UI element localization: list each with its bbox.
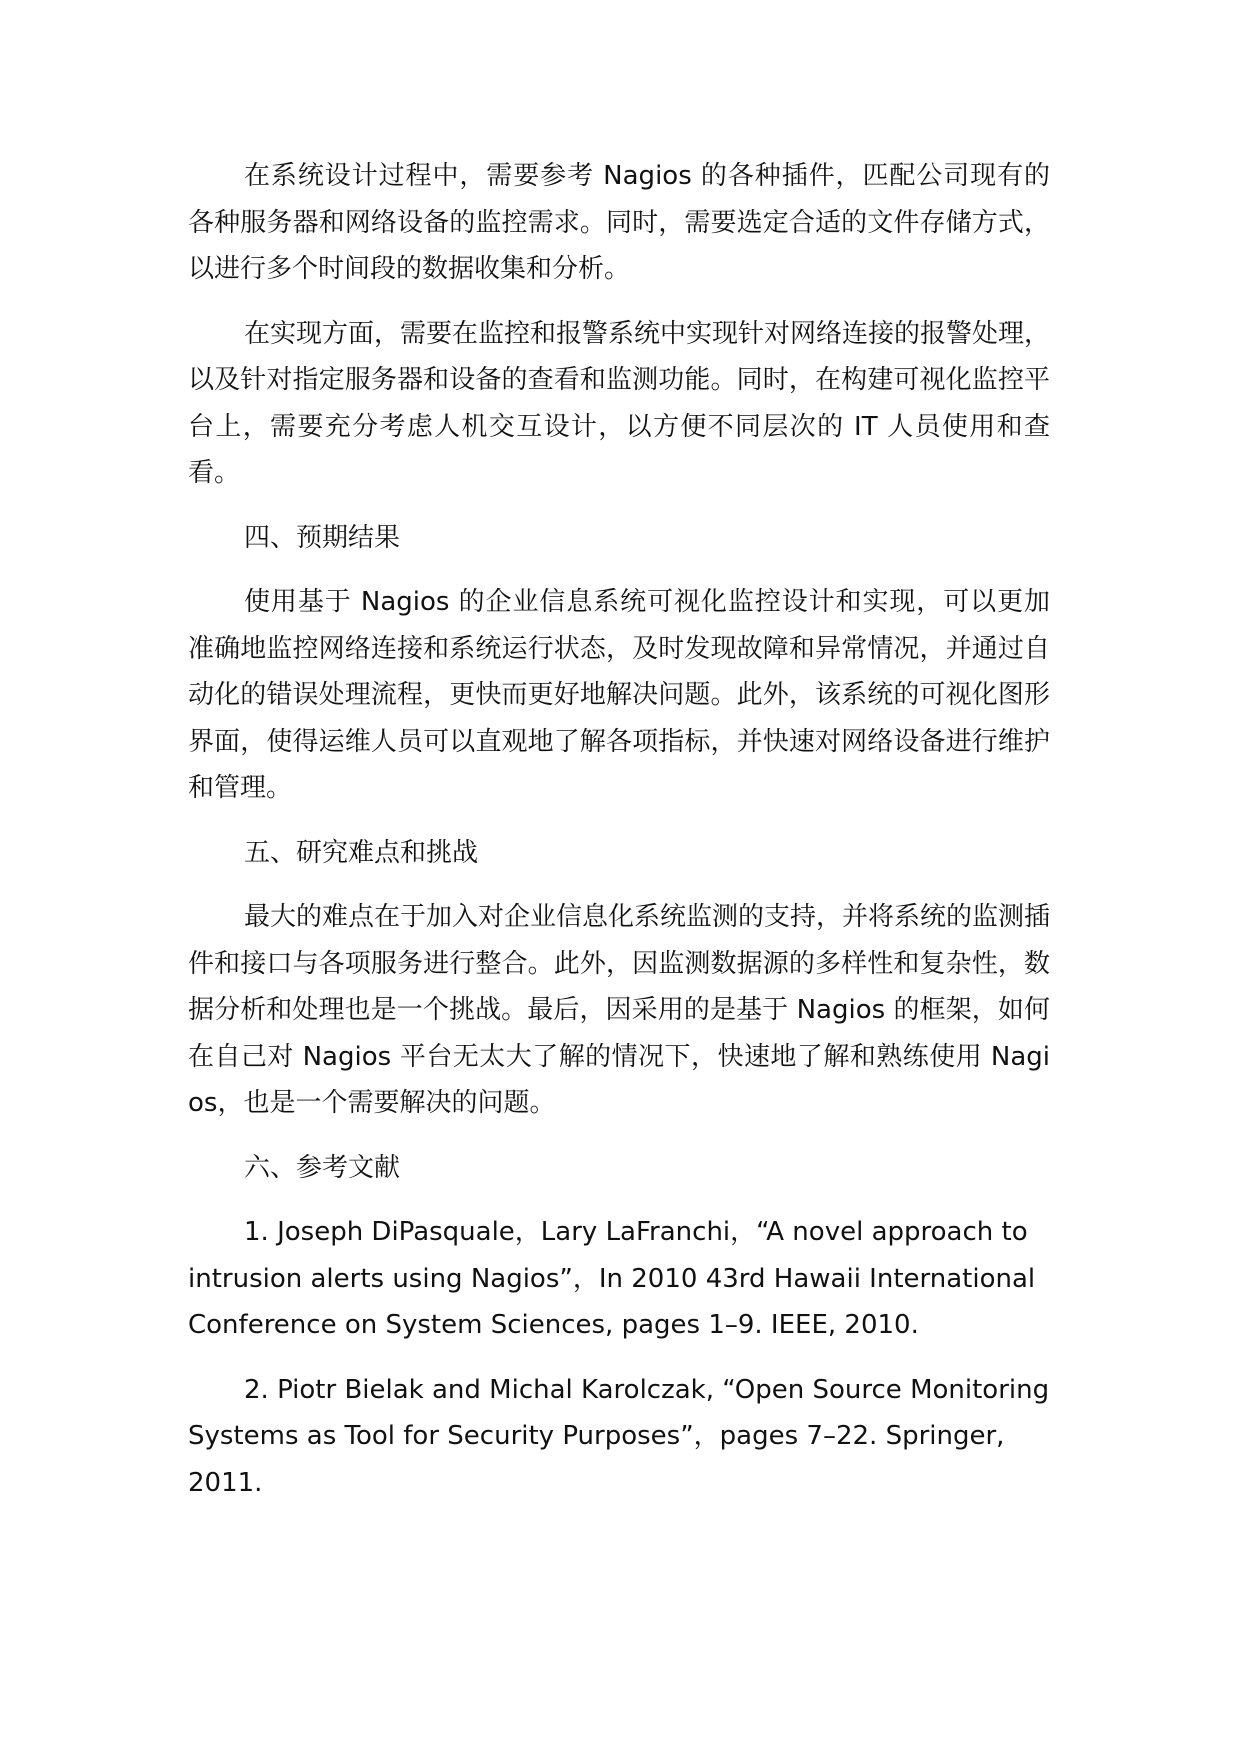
paragraph-difficulties: 最大的难点在于加入对企业信息化系统监测的支持，并将系统的监测插件和接口与各项服务进行整合。此外，因监测数据源的多样性和复杂性，数据分析和处理也是一个挑战。最后，因采用的是基于 Nagios 的框架，如何在自己对 Nagios 平台无太大了解的情况下，快速地了解和熟练使用 Nagios，也是一个需要解决的问题。 bbox=[188, 902, 1051, 1118]
heading-expected-results: 四、预期结果 bbox=[244, 522, 401, 553]
reference-item: 1. Joseph DiPasquale，Lary LaFranchi，“A novel approach to intrusion alerts using Nagios”，In 2010 43rd Hawaii International Conference on System Sciences, pages 1–9. IEEE, 2010. bbox=[188, 1217, 1036, 1340]
heading-difficulties: 五、研究难点和挑战 bbox=[244, 837, 479, 868]
paragraph-system-design: 在系统设计过程中，需要参考 Nagios 的各种插件，匹配公司现有的各种服务器和网络设备的监控需求。同时，需要选定合适的文件存储方式，以进行多个时间段的数据收集和分析。 bbox=[188, 161, 1050, 284]
heading-references: 六、参考文献 bbox=[244, 1152, 401, 1183]
reference-item: 2. Piotr Bielak and Michal Karolczak, “Open Source Monitoring Systems as Tool for Security Purposes”，pages 7–22. Springer, 2011. bbox=[188, 1374, 1050, 1498]
document-body bbox=[188, 153, 1050, 1524]
paragraph-expected-results: 使用基于 Nagios 的企业信息系统可视化监控设计和实现，可以更加准确地监控网络连接和系统运行状态，及时发现故障和异常情况，并通过自动化的错误处理流程，更快而更好地解决问题。此外，该系统的可视化图形界面，使得运维人员可以直观地了解各项指标，并快速对网络设备进行维护和管理。 bbox=[188, 587, 1050, 803]
paragraph-implementation: 在实现方面，需要在监控和报警系统中实现针对网络连接的报警处理，以及针对指定服务器和设备的查看和监测功能。同时，在构建可视化监控平台上，需要充分考虑人机交互设计，以方便不同层次的 IT 人员使用和查看。 bbox=[188, 318, 1051, 488]
